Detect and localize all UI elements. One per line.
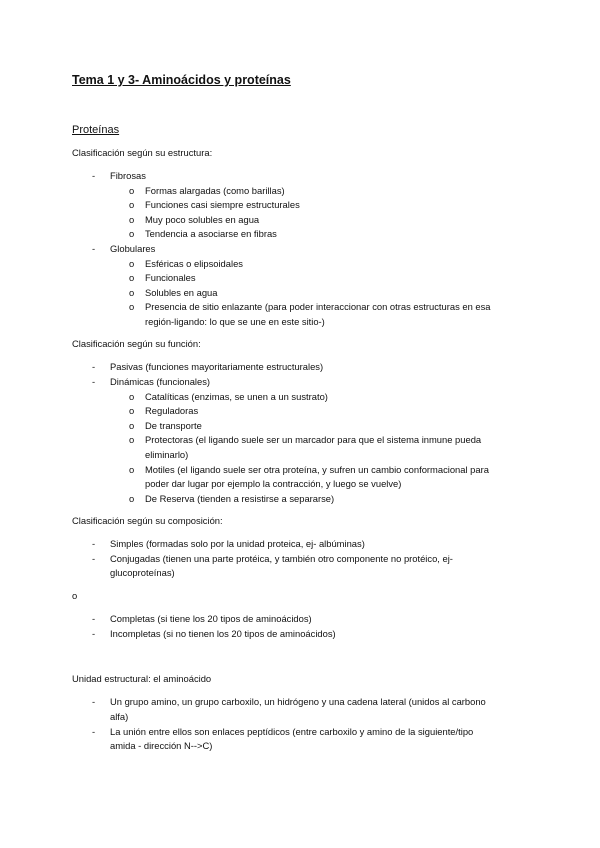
list-item-pasivas: Pasivas (funciones mayoritariamente estructurales) [110,361,324,372]
list-item: Incompletas (si no tienen los 20 tipos de aminoácidos) [110,628,336,639]
list-item: Presencia de sitio enlazante (para poder interaccionar con otras estructuras en esa [145,301,491,312]
list-bullet: o [129,287,135,298]
list-dash: - [92,726,96,737]
list-bullet: o [129,199,135,210]
list-dash: - [92,628,96,639]
heading-estructura: Clasificación según su estructura: [72,147,213,158]
list-dash: - [92,613,96,624]
list-dash: - [92,361,96,372]
list-bullet: o [129,391,135,402]
list-item: Tendencia a asociarse en fibras [145,228,277,239]
list-item: Reguladoras [145,405,199,416]
list-bullet: o [129,420,135,431]
section-title: Proteínas [72,124,120,136]
list-item: Solubles en agua [145,287,218,298]
page-title: Tema 1 y 3- Aminoácidos y proteínas [72,73,291,87]
list-item-continuation: amida - dirección N-->C) [110,740,213,751]
list-dash: - [92,170,96,181]
list-item: Motiles (el ligando suele ser otra proteína, y sufren un cambio conformacional para [145,464,489,475]
list-bullet: o [129,185,135,196]
list-item: Simples (formadas solo por la unidad proteica, ej- albúminas) [110,538,365,549]
list-bullet: o [129,493,135,504]
list-item: Protectoras (el ligando suele ser un marcador para que el sistema inmune pueda [145,434,482,445]
list-item: Conjugadas (tienen una parte protéica, y también otro componente no protéico, ej- [110,553,453,564]
separator-o: o [72,590,78,601]
list-item-fibrosas: Fibrosas [110,170,146,181]
heading-composicion: Clasificación según su composición: [72,515,223,526]
list-item: Esféricas o elipsoidales [145,258,243,269]
list-item: De transporte [145,420,202,431]
list-dash: - [92,243,96,254]
list-item: La unión entre ellos son enlaces peptídicos (entre carboxilo y amino de la siguiente/tipo [110,726,474,737]
list-item-continuation: poder dar lugar por ejemplo la contracción, y luego se vuelve) [145,478,402,489]
list-bullet: o [129,434,135,445]
list-item-dinamicas: Dinámicas (funcionales) [110,376,211,387]
list-item: Formas alargadas (como barillas) [145,185,285,196]
heading-funcion: Clasificación según su función: [72,338,201,349]
list-dash: - [92,696,96,707]
list-bullet: o [129,405,135,416]
list-item-globulares: Globulares [110,243,156,254]
list-item-continuation: región-ligando: lo que se une en este sitio-) [145,316,325,327]
list-item: Completas (si tiene los 20 tipos de aminoácidos) [110,613,312,624]
list-item: De Reserva (tienden a resistirse a separarse) [145,493,335,504]
list-bullet: o [129,301,135,312]
list-dash: - [92,553,96,564]
list-bullet: o [129,272,135,283]
list-item: Catalíticas (enzimas, se unen a un sustrato) [145,391,328,402]
list-item: Muy poco solubles en agua [145,214,260,225]
list-dash: - [92,538,96,549]
list-item: Funciones casi siempre estructurales [145,199,300,210]
list-item-continuation: eliminarlo) [145,449,189,460]
list-bullet: o [129,464,135,475]
list-item: Funcionales [145,272,196,283]
list-item: Un grupo amino, un grupo carboxilo, un hidrógeno y una cadena lateral (unidos al carbono [110,696,486,707]
list-bullet: o [129,228,135,239]
heading-unidad: Unidad estructural: el aminoácido [72,673,212,684]
list-bullet: o [129,258,135,269]
list-bullet: o [129,214,135,225]
list-item-continuation: alfa) [110,711,129,722]
list-item-continuation: glucoproteínas) [110,567,175,578]
list-dash: - [92,376,96,387]
